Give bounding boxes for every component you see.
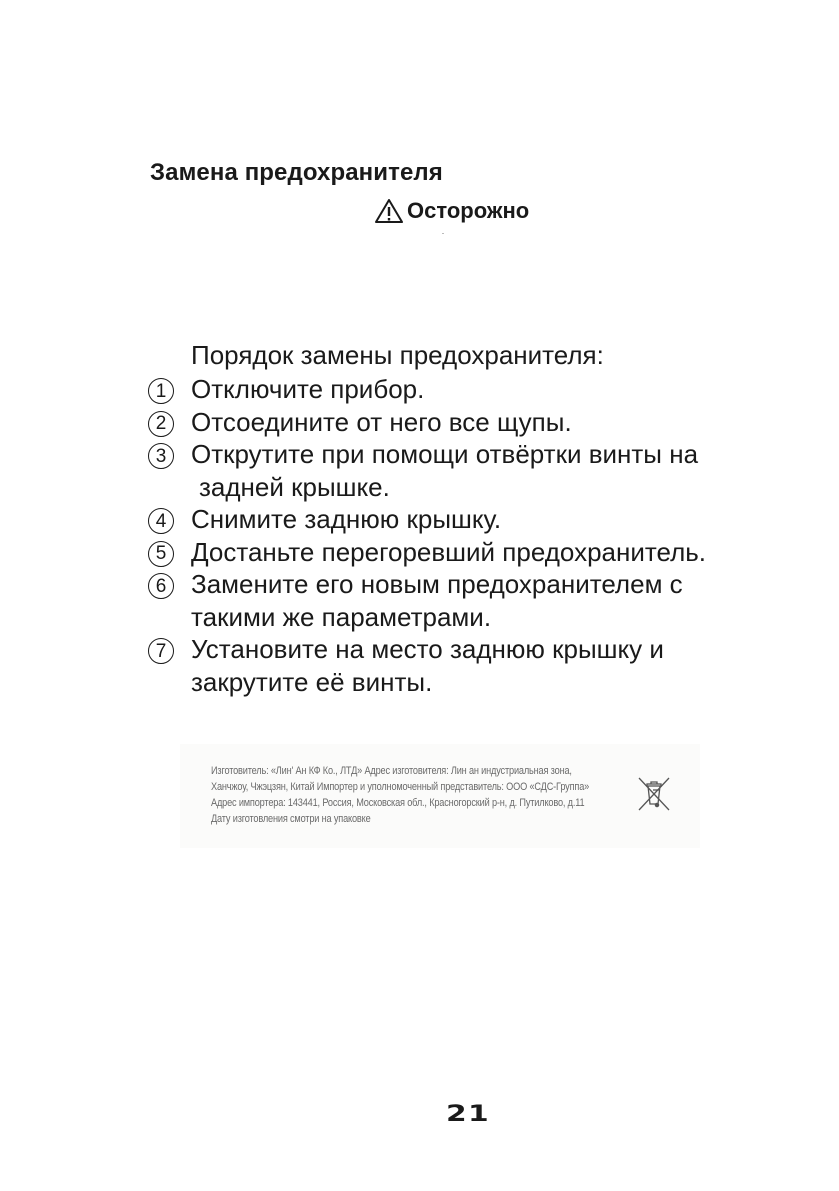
caution-label: Осторожно [407, 198, 530, 223]
circled-number-icon: 2 [148, 411, 174, 437]
step-text: Отключите прибор. [191, 374, 425, 404]
step-item [148, 536, 706, 569]
page-number: 21 [446, 1102, 491, 1127]
step-text: Отсоедините от него все щупы. [191, 406, 572, 437]
step-text: Замените его новым предохранителем с [191, 569, 683, 599]
step-item [148, 438, 706, 503]
circled-number-icon: 7 [148, 638, 174, 664]
info-line: Изготовитель: «Лин' Ан КФ Ко., ЛТД» Адрес изготовителя: Лин ан индустриальная зона, [211, 765, 572, 777]
step-item [148, 568, 706, 633]
step-text-continuation: задней крышке. [199, 471, 390, 502]
info-line: Адрес импортера: 143441, Россия, Московская обл., Красногорский р-н, д. Путилково, д.11 [211, 797, 585, 809]
step-text: Открутите при помощи отвёртки винты на [191, 439, 699, 469]
circled-number-icon: 4 [148, 508, 174, 534]
procedure-steps [148, 373, 706, 698]
page-title: Замена предохранителя [150, 159, 443, 186]
circled-number-icon: 1 [148, 378, 174, 404]
step-text: Установите на место заднюю крышку и [191, 634, 664, 664]
step-text-continuation: закрутите её винты. [191, 666, 433, 697]
caution-notice [374, 198, 529, 224]
weee-crossed-bin-icon [637, 776, 671, 812]
circled-number-icon: 3 [148, 443, 174, 469]
manufacturer-info [180, 744, 700, 848]
step-text: Достаньте перегоревший предохранитель. [191, 536, 707, 567]
warning-triangle-icon [374, 198, 404, 224]
manufacturer-info-text [211, 763, 589, 827]
step-text-continuation: такими же параметрами. [191, 601, 492, 632]
scan-artifact [442, 233, 444, 234]
step-item [148, 373, 706, 406]
circled-number-icon: 6 [148, 573, 174, 599]
info-line: Ханчжоу, Чжэцзян, Китай Импортер и уполномоченный представитель: ООО «СДС-Группа» [211, 781, 590, 793]
procedure-heading: Порядок замены предохранителя: [191, 340, 604, 370]
circled-number-icon: 5 [148, 541, 174, 567]
step-item [148, 633, 706, 698]
step-text: Снимите заднюю крышку. [191, 504, 502, 534]
step-item [148, 406, 706, 439]
step-item [148, 503, 706, 536]
info-line: Дату изготовления смотри на упаковке [211, 813, 371, 825]
